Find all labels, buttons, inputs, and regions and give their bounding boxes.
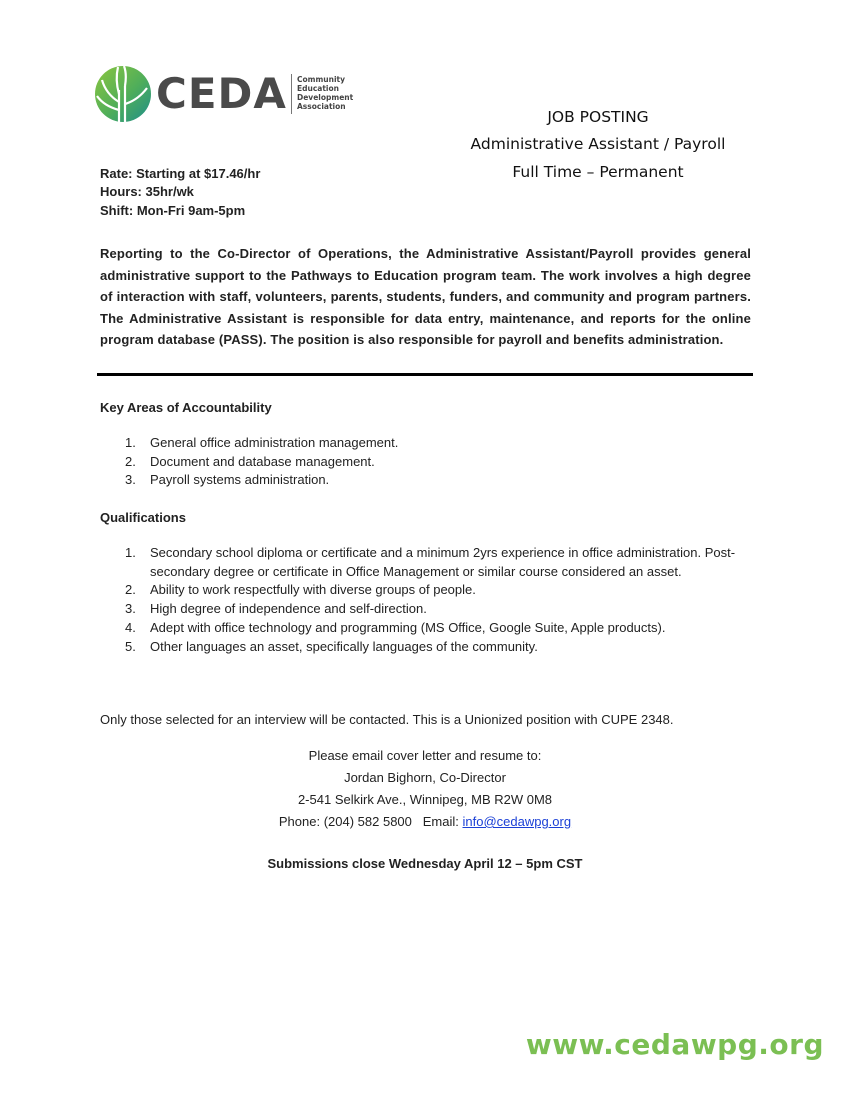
hours-text: Hours: 35hr/wk bbox=[100, 184, 194, 199]
qualifications-heading: Qualifications bbox=[100, 510, 186, 525]
list-number: 4. bbox=[125, 619, 136, 635]
list-item bbox=[100, 453, 750, 472]
website-url[interactable]: www.cedawpg.org bbox=[525, 1028, 824, 1061]
list-item-text: High degree of independence and self-direction. bbox=[150, 601, 427, 617]
list-number: 2. bbox=[125, 582, 136, 598]
section-divider bbox=[97, 373, 753, 376]
list-number: 5. bbox=[125, 638, 136, 654]
accountability-heading: Key Areas of Accountability bbox=[100, 400, 272, 415]
list-item bbox=[100, 471, 750, 490]
email-link[interactable]: info@cedawpg.org bbox=[462, 814, 572, 829]
logo-org-line: Development bbox=[297, 93, 354, 102]
contact-phone: Phone: (204) 582 5800 bbox=[278, 814, 412, 829]
list-item-text: General office administration management. bbox=[150, 435, 399, 450]
logo-org-line: Association bbox=[297, 102, 346, 111]
list-number: 3. bbox=[125, 601, 136, 617]
email-label: Email: bbox=[422, 814, 459, 829]
list-item-text: Ability to work respectfully with diverse groups of people. bbox=[150, 582, 476, 598]
list-number: 3. bbox=[125, 472, 136, 488]
interview-note: Only those selected for an interview will be contacted. This is a Unionized position with CUPE 2348. bbox=[100, 712, 674, 727]
contact-name: Jordan Bighorn, Co-Director bbox=[344, 770, 506, 785]
list-number: 1. bbox=[125, 545, 136, 560]
logo-divider bbox=[291, 74, 292, 114]
logo-org-line: Education bbox=[297, 84, 339, 93]
job-summary: Reporting to the Co-Director of Operations, the Administrative Assistant/Payroll provides general administrative support to the Pathways to Education program team. The work involves a high degree of interaction with staff, volunteers, parents, students, funders, and community and program partners. The Administrative Assistant is responsible for data entry, maintenance, and reports for the online program database (PASS). The position is also responsible for payroll and benefits administration. bbox=[100, 246, 751, 347]
list-item bbox=[100, 434, 750, 453]
logo-org-name bbox=[297, 75, 367, 111]
posting-title: Administrative Assistant / Payroll bbox=[470, 135, 726, 153]
rate-text: Rate: Starting at $17.46/hr bbox=[100, 166, 261, 181]
qualifications-list bbox=[100, 544, 765, 656]
list-item-text: Secondary school diploma or certificate and a minimum 2yrs experience in office administration. Post-secondary degree or certificate in Office Management or similar course considered an asset. bbox=[150, 545, 736, 579]
list-item bbox=[100, 581, 765, 600]
logo-org-line: Community bbox=[297, 75, 346, 84]
contact-intro: Please email cover letter and resume to: bbox=[308, 748, 542, 763]
accountability-list bbox=[100, 434, 750, 490]
logo-wordmark: CEDA bbox=[156, 69, 287, 118]
submission-deadline: Submissions close Wednesday April 12 – 5pm CST bbox=[267, 856, 583, 871]
contact-address: 2-541 Selkirk Ave., Winnipeg, MB R2W 0M8 bbox=[297, 792, 553, 807]
list-item-text: Other languages an asset, specifically languages of the community. bbox=[150, 638, 538, 654]
list-item bbox=[100, 619, 765, 638]
posting-label: JOB POSTING bbox=[547, 108, 649, 126]
list-item-text: Adept with office technology and programming (MS Office, Google Suite, Apple products). bbox=[150, 619, 666, 635]
list-item-text: Document and database management. bbox=[150, 453, 375, 469]
ceda-logo bbox=[94, 64, 364, 126]
list-item bbox=[100, 544, 765, 581]
list-item bbox=[100, 638, 765, 657]
list-item-text: Payroll systems administration. bbox=[150, 472, 330, 488]
list-number: 1. bbox=[125, 435, 136, 450]
list-number: 2. bbox=[125, 453, 136, 469]
list-item bbox=[100, 600, 765, 619]
shift-text: Shift: Mon-Fri 9am-5pm bbox=[100, 203, 246, 218]
contact-phone-email bbox=[0, 814, 850, 829]
posting-type: Full Time – Permanent bbox=[512, 163, 684, 181]
ceda-leaf-icon bbox=[94, 64, 152, 124]
